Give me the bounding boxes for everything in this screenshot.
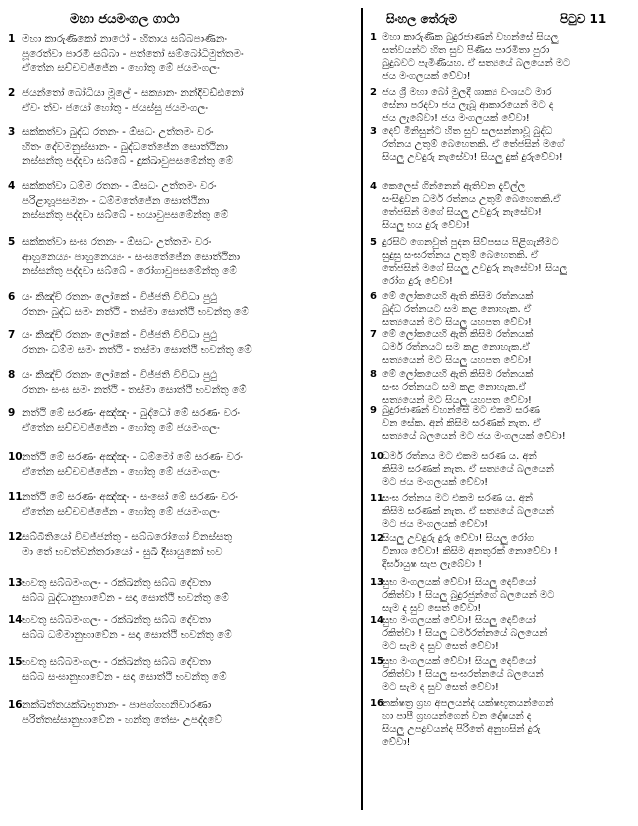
verse-line <box>8 32 358 47</box>
translation-line <box>370 736 632 749</box>
verse-text: යං කිඤ්චි රතනං ලෝකේ - විජ්ජති විවිධා පුථු <box>22 291 218 303</box>
translation-text: සියලු භය දුරු වේවා! <box>382 220 470 231</box>
translation-number: 1 <box>370 32 377 43</box>
translation-block <box>370 614 632 653</box>
translation-line <box>370 70 632 83</box>
verse-line <box>8 421 358 436</box>
verse-text: නත්ථි මේ සරණං අඤ්ඤං - බුද්ධෝ මේ සරණං වරං <box>22 407 241 419</box>
verse-text: සබ්බ සංඝානුභාවේන - සදා සොත්ථි භවන්තු මේ <box>22 670 227 683</box>
translation-text: රත්නය උතුම් බෙහෙතකි. ඒ තේජසින් මගේ <box>382 139 564 150</box>
translation-text: වේවා! <box>382 737 411 748</box>
translation-number: 13 <box>370 577 384 588</box>
verse-line <box>8 194 358 209</box>
verse-text: යං කිඤ්චි රතනං ලෝකේ - විජ්ජති විවිධා පුථු <box>22 369 218 381</box>
verse-text: සක්කත්වා බුද්ධ රතනං - ඕසධං උත්තමං වරං <box>22 126 214 138</box>
verse-line <box>8 465 358 480</box>
translation-text: ජය ශ්‍රී මහා බෝ මුලදී ශාක්‍ය වංශයට මාර <box>382 87 552 98</box>
verse-line <box>8 290 358 305</box>
verse-number: 6 <box>8 291 16 303</box>
verse-line <box>8 305 358 320</box>
translation-text: සත්වයන්ට හිත සුව පිණිස පාරමිතා පුරා <box>382 45 550 56</box>
verse-text: සක්කත්වා සංඝ රතනං - ඕසධං උත්තමං වරං <box>22 236 212 248</box>
verse-line <box>8 125 358 140</box>
verse-text: භවතු සබ්බමංගලං - රක්ඛන්තු සබ්බ දේවතා <box>22 656 212 668</box>
verse-text: ඒතේන සච්චවජ්ජේන - හෝතු මේ ජයමංගලං <box>22 62 220 74</box>
verse-number: 12 <box>8 531 23 543</box>
verse-number: 10 <box>8 451 23 463</box>
verse-line <box>8 591 358 606</box>
translation-line <box>370 219 632 232</box>
translation-number: 16 <box>370 698 384 709</box>
translation-text: මට සැම ද සුව සෙත් වේවා! <box>382 641 499 652</box>
translation-text: සියලු උවදුරු නැසේවා! සියලු දුක් දුරුවේවා! <box>382 152 563 163</box>
translation-line <box>370 31 632 44</box>
translation-text: රෝග දුරු වේවා! <box>382 276 453 287</box>
translation-line <box>370 558 632 571</box>
verse-line <box>8 328 358 343</box>
verse-block <box>8 125 358 169</box>
translation-line <box>370 138 632 151</box>
translation-text: ධර්ම රත්නයට සම කළ නොහැක.ඒ <box>382 342 530 353</box>
translation-block <box>370 290 632 329</box>
translation-number: 2 <box>370 87 377 98</box>
translation-line <box>370 697 632 710</box>
translation-line <box>370 627 632 640</box>
translation-text: බුදුරජාණන් වහන්සේ මට එකම සරණ <box>382 405 540 416</box>
translation-number: 8 <box>370 369 377 380</box>
column-divider <box>361 8 363 810</box>
verse-text: මහා කාරුණිකෝ නාථෝ - හිතාය සබ්බපාණිනං <box>22 33 228 45</box>
translation-text: සුභ මංගලයක් වේවා! සියලු දෙවියෝ <box>382 577 536 588</box>
translation-text: සැම ද සුව සෙත් වේවා! <box>382 603 482 614</box>
translation-line <box>370 450 632 463</box>
translation-line <box>370 236 632 249</box>
translation-text: හා පාපී ග්‍රහයන්ගෙන් වන දෝෂයන් ද <box>382 711 532 722</box>
translation-number: 5 <box>370 237 377 248</box>
translation-text: නක්ෂත්‍ර ග්‍රහ අපලයන්ද යක්ෂභූතයන්ගෙන් <box>382 698 554 709</box>
verse-line <box>8 101 358 116</box>
verse-block <box>8 368 358 397</box>
translation-line <box>370 640 632 653</box>
translation-text: මේ ලෝකයෙහි ඇති කිසිම රත්නයක් <box>382 369 534 380</box>
translation-line <box>370 193 632 206</box>
translation-text: සුභ මංගලයක් වේවා! සියලු දෙවියෝ <box>382 656 536 667</box>
translation-line <box>370 44 632 57</box>
verse-text: භවතු සබ්බමංගලං - රක්ඛන්තු සබ්බ දේවතා <box>22 577 212 589</box>
translation-text: දුරසිට ගෙනවුත් පුදන සිව්පසය පිළිගැනීමට <box>382 237 559 248</box>
verse-text: නස්සන්තු පද්දවා සබ්බේ - දුක්ඛාවුපසමේන්තු මේ <box>22 155 234 167</box>
verse-number: 9 <box>8 407 16 419</box>
translation-text: දෙව් මිනිසුන්ට හිත සුව සලසන්නාවූ බුද්ධ <box>382 126 553 137</box>
translation-line <box>370 430 632 443</box>
translation-text: රකිත්වා ! සියලු ධර්මරත්නයේ බලයෙන් <box>382 628 548 639</box>
verse-text: ජයන්තෝ බෝධියා මූලේ - සක්‍යානං නන්දිවඩ්ඪනෝ <box>22 87 244 99</box>
verse-text: රතනං සංඝ සමං නත්ථි - තස්මා සොත්ථි භවන්තු මේ <box>22 383 247 396</box>
translation-line <box>370 576 632 589</box>
translation-line <box>370 545 632 558</box>
verse-text: ඒවං ත්වං ජයෝ හෝතු - ජයස්සු ජයමංගලං <box>22 101 209 114</box>
translation-number: 3 <box>370 126 377 137</box>
verse-text: ඒතේන සච්චවජ්ජේන - හෝතු මේ ජයමංගලං <box>22 465 220 478</box>
translation-number: 15 <box>370 656 384 667</box>
translation-line <box>370 275 632 288</box>
translation-line <box>370 476 632 489</box>
verse-line <box>8 343 358 358</box>
translation-text: මට ජය මංගලයක් වේවා! <box>382 519 489 530</box>
verse-block <box>8 328 358 357</box>
translation-block <box>370 655 632 694</box>
translation-block <box>370 404 632 443</box>
translation-line <box>370 518 632 531</box>
verse-text: භවතු සබ්බමංගලං - රක්ඛන්තු සබ්බ දේවතා <box>22 614 212 626</box>
translation-line <box>370 112 632 125</box>
verse-line <box>8 450 358 465</box>
verse-block <box>8 613 358 642</box>
verse-block <box>8 290 358 319</box>
verse-line <box>8 545 358 560</box>
translation-text: කෙලෙස් ගින්නෙන් ඇතිවන දැවිල්ල <box>382 181 526 192</box>
translation-block <box>370 31 632 83</box>
verse-number: 13 <box>8 577 23 589</box>
verse-number: 16 <box>8 699 23 711</box>
verse-text: නස්සන්තු පද්දවා සබ්බේ - භයාවුපසමේන්තු මේ <box>22 209 229 221</box>
translation-text: රකිත්වා ! සියලු සංඝරත්නයේ බලයෙන් <box>382 669 544 680</box>
verse-text: හිතං දේවමනුස්සානං - බුද්ධතේජේන සොත්ථිනා <box>22 140 228 153</box>
translation-line <box>370 151 632 164</box>
verse-number: 4 <box>8 180 16 192</box>
translation-line <box>370 404 632 417</box>
verse-block <box>8 235 358 279</box>
translation-line <box>370 589 632 602</box>
verse-text: ඒතේන සච්චවජ්ජේන - හෝතු මේ ජයමංගලං <box>22 505 220 518</box>
verse-line <box>8 250 358 265</box>
verse-text: පරිත්තස්සානුභාවේන - හන්තු තේසං උපද්දවේ <box>22 713 223 726</box>
translation-text: මහා කාරුණික බුදුරජාණන් වහන්සේ සියලු <box>382 32 559 43</box>
verse-text: රතනං ධම්ම සමං නත්ථි - තස්මා සොත්ථි භවන්තු මේ <box>22 343 252 356</box>
translation-text: ජය ලැබේවා! ජය මංගලයක් වේවා! <box>382 113 530 124</box>
verse-text: ආහුනෙය්‍යං පාහුනෙය්‍යං - සංඝතේජේන සොත්ථිනා <box>22 250 241 263</box>
verse-line <box>8 713 358 728</box>
translation-block <box>370 532 632 571</box>
translation-text: මේ ලෝකයෙහි ඇති කිසිම රත්නයක් <box>382 291 534 302</box>
verse-line <box>8 670 358 685</box>
verse-block <box>8 490 358 519</box>
verse-text: සබ්බ ධම්මානුභාවේන - සදා සොත්ථි භවන්තු මේ <box>22 628 232 641</box>
verse-text: පූරෙත්වා පාරමී සබ්බා - පත්තෝ සම්බෝධිමුත්තමං <box>22 47 244 60</box>
verse-line <box>8 698 358 713</box>
translation-line <box>370 668 632 681</box>
translation-line <box>370 57 632 70</box>
verse-block <box>8 655 358 684</box>
verse-text: සබ්බීතියෝ විවජ්ජන්තු - සබ්බරෝගෝ විනස්සතු <box>22 531 233 543</box>
translation-text: රකිත්වා ! සියලු බුදුරජුන්ගේ බලයෙන් මට <box>382 590 555 601</box>
verse-line <box>8 628 358 643</box>
translation-text: සත්‍යයෙන් මට සියලු යහපත වේවා! <box>382 355 532 366</box>
translation-text: බුද්ධ රත්නයට සම කළ නොහැක. ඒ <box>382 304 532 315</box>
translation-text: මට සැම ද සුව සෙත් වේවා! <box>382 682 499 693</box>
translation-line <box>370 463 632 476</box>
translation-text: සියලු උවදුරු දුරු වේවා! සියලු රෝග <box>382 533 535 544</box>
translation-block <box>370 368 632 407</box>
verse-text: සක්කත්වා ධම්ම රතනං - ඕසධං උත්තමං වරං <box>22 180 217 192</box>
verse-line <box>8 505 358 520</box>
verse-number: 15 <box>8 656 23 668</box>
translation-text: ධර්ම රත්නය මට එකම සරණ ය. අන් <box>382 451 537 462</box>
verse-line <box>8 235 358 250</box>
verse-block <box>8 698 358 727</box>
translation-line <box>370 381 632 394</box>
translation-number: 9 <box>370 405 377 416</box>
left-column-title: මහා ජයමංගල ගාථා <box>70 12 180 27</box>
verse-text: පරිළාහූපසමනං - ධම්මතේජේන සොත්ථිනා <box>22 194 210 207</box>
translation-text: සුභ මංගලයක් වේවා! සියලු දෙවියෝ <box>382 615 536 626</box>
verse-line <box>8 383 358 398</box>
verse-line <box>8 490 358 505</box>
verse-number: 5 <box>8 236 16 248</box>
translation-line <box>370 710 632 723</box>
verse-text: රතනං බුද්ධ සමං නත්ථි - තස්මා සොත්ථි භවන්තු මේ <box>22 305 249 318</box>
translation-text: සත්‍යයෙන් මට සියලු යහපත වේවා! <box>382 317 532 328</box>
translation-text: වන සේක. අන් කිසිම සරණක් නැත. ඒ <box>382 418 541 429</box>
translation-text: විනාශ වේවා! කිසිම අනතුරක් නොවේවා ! <box>382 546 558 557</box>
verse-number: 8 <box>8 369 16 381</box>
translation-number: 7 <box>370 329 377 340</box>
translation-text: ජය මංගලයක් වේවා! <box>382 71 471 82</box>
verse-line <box>8 576 358 591</box>
verse-block <box>8 86 358 115</box>
verse-text: නක්ඛත්තයක්ඛභූතානං - පාපග්ගහනිවාරණා <box>22 699 212 711</box>
translation-text: මේ ලෝකයෙහි ඇති කිසිම රත්නයක් <box>382 329 534 340</box>
translation-line <box>370 354 632 367</box>
verse-line <box>8 154 358 169</box>
translation-number: 11 <box>370 493 384 504</box>
translation-line <box>370 328 632 341</box>
verse-block <box>8 406 358 435</box>
translation-block <box>370 180 632 232</box>
translation-block <box>370 86 632 125</box>
verse-text: නත්ථි මේ සරණං අඤ්ඤං - ධම්මෝ මේ සරණං වරං <box>22 451 243 463</box>
verse-line <box>8 613 358 628</box>
verse-text: ඒතේන සච්චවජ්ජේන - හෝතු මේ ජයමංගලං <box>22 421 220 434</box>
verse-line <box>8 368 358 383</box>
translation-block <box>370 328 632 367</box>
translation-text: තේජසින් මගේ සියලු උවදුරු නැසේවා! සියලු <box>382 263 568 274</box>
translation-block <box>370 125 632 164</box>
verse-line <box>8 140 358 155</box>
right-column-title: සිංහල තේරුම <box>386 12 458 26</box>
translation-line <box>370 290 632 303</box>
translation-number: 4 <box>370 181 377 192</box>
translation-line <box>370 614 632 627</box>
verse-number: 1 <box>8 33 16 45</box>
verse-text: නස්සන්තු පද්දවා සබ්බේ - රෝගාවුපසමේන්තු මේ <box>22 265 237 277</box>
verse-line <box>8 655 358 670</box>
verse-text: නත්ථි මේ සරණං අඤ්ඤං - සංඝෝ මේ සරණං වරං <box>22 491 238 503</box>
translation-text: සංඝ රත්නය මට එකම සරණ ය. අන් <box>382 493 534 504</box>
translation-text: සුදුසු සංඝරත්නය උතුම් බෙහෙතකි. ඒ <box>382 250 539 261</box>
verse-number: 7 <box>8 329 16 341</box>
translation-block <box>370 697 632 749</box>
verse-line <box>8 406 358 421</box>
translation-block <box>370 576 632 615</box>
verse-line <box>8 86 358 101</box>
translation-line <box>370 180 632 193</box>
translation-text: කිසිම සරණක් නැත. ඒ සත්‍යයේ බලයෙන් <box>382 464 554 475</box>
verse-block <box>8 32 358 76</box>
translation-block <box>370 492 632 531</box>
translation-block <box>370 236 632 288</box>
translation-text: සත්‍යයෙන් මට සියලු යහපත වේවා! <box>382 395 532 406</box>
verse-text: මා තේ භවත්වන්තරායෝ - සුඛී දීඝායුකෝ භව <box>22 545 223 558</box>
translation-line <box>370 125 632 138</box>
verse-line <box>8 61 358 76</box>
translation-text: කිසිම සරණක් නැත. ඒ සත්‍යයේ බලයෙන් <box>382 506 554 517</box>
verse-number: 3 <box>8 126 16 138</box>
translation-text: සේනා පරදවා ජය ලැබූ ආකාරයෙන් මට ද <box>382 100 554 111</box>
verse-block <box>8 530 358 559</box>
translation-line <box>370 505 632 518</box>
translation-number: 6 <box>370 291 377 302</box>
translation-text: මට ජය මංගලයක් වේවා! <box>382 477 489 488</box>
verse-line <box>8 264 358 279</box>
translation-text: තේජසින් මගේ සියලු උවදුරු නැසේවා! <box>382 207 542 218</box>
translation-line <box>370 303 632 316</box>
translation-line <box>370 492 632 505</box>
translation-line <box>370 532 632 545</box>
translation-line <box>370 655 632 668</box>
verse-number: 14 <box>8 614 23 626</box>
verse-line <box>8 47 358 62</box>
translation-line <box>370 341 632 354</box>
page-number: පිටුව 11 <box>560 12 607 26</box>
verse-text: යං කිඤ්චි රතනං ලෝකේ - විජ්ජති විවිධා පුථු <box>22 329 218 341</box>
translation-text: සංඝ රත්නයට සම කළ නොහැක.ඒ <box>382 382 527 393</box>
verse-line <box>8 530 358 545</box>
translation-line <box>370 681 632 694</box>
verse-block <box>8 576 358 605</box>
translation-number: 10 <box>370 451 384 462</box>
verse-block <box>8 450 358 479</box>
translation-line <box>370 249 632 262</box>
translation-text: සත්‍යයේ බලයෙන් මට ජය මංගලයක් වේවා! <box>382 431 566 442</box>
verse-number: 11 <box>8 491 23 503</box>
verse-text: සබ්බ බුද්ධානුභාවේන - සදා සොත්ථි භවන්තු මේ <box>22 591 229 604</box>
translation-line <box>370 417 632 430</box>
translation-text: සංසිඳුවන ධර්ම රත්නය උතුම් බෙහෙතකි.ඒ <box>382 194 561 205</box>
verse-block <box>8 179 358 223</box>
verse-line <box>8 208 358 223</box>
translation-line <box>370 723 632 736</box>
translation-line <box>370 262 632 275</box>
translation-line <box>370 86 632 99</box>
translation-line <box>370 99 632 112</box>
verse-number: 2 <box>8 87 16 99</box>
translation-text: දීර්ඝායුෂ සැප ලැබේවා ! <box>382 559 483 570</box>
translation-text: සියලු උපද්‍රවයන්ද පිරිතේ අනුහසින් දුරු <box>382 724 541 735</box>
translation-block <box>370 450 632 489</box>
translation-number: 14 <box>370 615 384 626</box>
translation-line <box>370 206 632 219</box>
translation-text: බුදුබවට පැමිණියහ. ඒ සත්‍යයේ බලයෙන් මට <box>382 58 571 69</box>
translation-number: 12 <box>370 533 384 544</box>
verse-line <box>8 179 358 194</box>
translation-line <box>370 368 632 381</box>
